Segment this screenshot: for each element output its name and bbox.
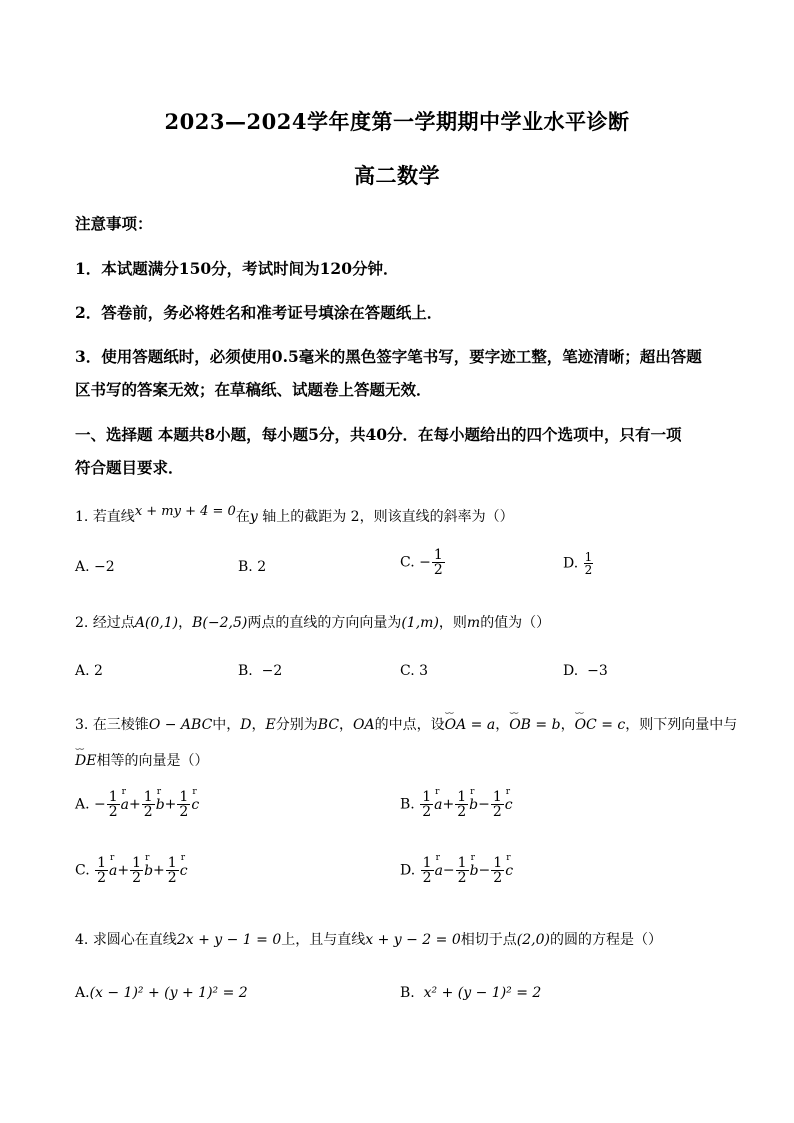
q3-eq-a: = a <box>466 717 496 733</box>
q3-text: ， <box>339 717 354 733</box>
q1-mid: 在 <box>235 509 250 525</box>
q3-post2: 相等的向量是（） <box>96 753 209 769</box>
q2-option-a <box>75 663 103 679</box>
q4-pre: 求圆心在直线 <box>92 932 177 948</box>
q1-equation: x + my + 4 = 0 <box>134 504 236 519</box>
q4-mid: 上，且与直线 <box>281 932 366 948</box>
q2-post: 的值为（） <box>480 615 551 631</box>
plus-sign: + <box>129 796 141 813</box>
numerator: 1 <box>143 789 153 805</box>
q1-option-b <box>238 559 266 575</box>
q1-pre: 若直线 <box>92 509 135 525</box>
option-label: D. <box>400 862 416 879</box>
q3-text: 分别为 <box>275 717 318 733</box>
q4-point: (2,0) <box>516 932 550 948</box>
option-label: D. <box>563 555 579 572</box>
vector-ob: ⌣⌣ OB <box>509 717 531 733</box>
numerator: 1 <box>179 789 189 805</box>
denominator: 2 <box>179 804 189 820</box>
note-item-2: 2．答卷前，务必将姓名和准考证号填涂在答题纸上． <box>75 303 443 322</box>
fraction <box>455 790 468 819</box>
question-3-cont <box>75 750 208 770</box>
q4-option-b <box>400 985 541 1001</box>
q2-direction-vector: (1,m) <box>401 615 439 631</box>
q1-post: 轴上的截距为 2，则该直线的斜率为（） <box>262 509 514 525</box>
option-value: 3 <box>419 663 429 679</box>
fraction <box>142 790 155 819</box>
q3-number: 3. <box>75 717 89 733</box>
q3-seg-bc: BC <box>317 717 340 733</box>
option-value: −2 <box>261 663 283 679</box>
q3-pre: 在三棱锥 <box>92 717 149 733</box>
q4-line-2: x + y − 2 = 0 <box>365 932 461 948</box>
vector-a: r a <box>109 863 117 879</box>
option-value: −2 <box>94 559 115 575</box>
fraction <box>456 856 469 885</box>
numerator: 1 <box>433 547 443 563</box>
denominator: 2 <box>493 870 503 886</box>
numerator: 1 <box>132 855 142 871</box>
question-3: 3. 在三棱锥O − ABC中，D，E分别为BC，OA的中点，设⌣⌣ OA = a，⌣⌣ OB = b，⌣⌣ OC = c，则下列向量中与 <box>75 714 737 734</box>
q3-text: ， <box>251 717 266 733</box>
q3-option-a <box>75 790 199 819</box>
vector-c: r c <box>180 863 188 879</box>
q2-mid: 两点的直线的方向向量为 <box>247 615 402 631</box>
q2-option-d <box>563 663 608 679</box>
q4-post: 的圆的方程是（） <box>549 932 662 948</box>
q2-pre: 经过点 <box>92 615 135 631</box>
fraction <box>421 856 434 885</box>
denominator: 2 <box>433 562 443 578</box>
option-value: 2 <box>257 559 267 575</box>
q2-point-b: B(−2,5) <box>192 615 248 631</box>
vector-a: r a <box>121 797 129 813</box>
fraction <box>95 856 108 885</box>
denominator: 2 <box>132 870 142 886</box>
option-label: C. <box>400 554 415 571</box>
q4-mid2: 相切于点 <box>460 932 517 948</box>
option-label: A. <box>75 559 90 575</box>
option-value: 2 <box>94 663 103 679</box>
option-label: B. <box>238 663 253 679</box>
fraction <box>491 790 504 819</box>
q3-eq-c: = c <box>596 717 626 733</box>
denominator: 2 <box>97 870 107 886</box>
note-item-3: 3．使用答题纸时，必须使用0.5毫米的黑色签字笔书写，要字迹工整，笔迹清晰；超出答题 <box>75 347 702 366</box>
option-label: B. <box>238 559 253 575</box>
vector-a: r a <box>435 863 443 879</box>
q3-point-e: E <box>265 717 276 733</box>
denominator: 2 <box>143 804 153 820</box>
q1-number: 1. <box>75 509 89 525</box>
plus-sign: + <box>153 862 165 879</box>
q2-option-c <box>400 663 428 679</box>
option-label: A. <box>75 796 90 813</box>
q4-number: 4. <box>75 932 89 948</box>
vector-b: r b <box>470 863 479 879</box>
option-label: C. <box>75 862 90 879</box>
option-label: A. <box>75 985 90 1001</box>
q3-option-b <box>400 790 513 819</box>
numerator: 1 <box>492 789 502 805</box>
denominator: 2 <box>584 563 593 577</box>
fraction <box>432 548 445 577</box>
vector-oc: ⌣⌣ OC <box>575 717 597 733</box>
section-heading: 一、选择题 本题共8小题，每小题5分，共40分．在每小题给出的四个选项中，只有一项 <box>75 425 682 444</box>
note-item-3-cont: 区书写的答案无效；在草稿纸、试题卷上答题无效． <box>75 380 432 399</box>
fraction <box>166 856 179 885</box>
fraction <box>420 790 433 819</box>
vector-a: r a <box>434 797 442 813</box>
numerator: 1 <box>97 855 107 871</box>
vector-c: r c <box>191 797 199 813</box>
q3-point-d: D <box>240 717 252 733</box>
vector-de: ⌣⌣ DE <box>75 753 96 769</box>
numerator: 1 <box>457 789 467 805</box>
numerator: 1 <box>422 789 432 805</box>
q3-option-c <box>75 856 188 885</box>
section-heading-cont: 符合题目要求． <box>75 458 184 477</box>
fraction <box>177 790 190 819</box>
q3-option-d <box>400 856 513 885</box>
option-value: (x − 1)² + (y + 1)² = 2 <box>89 985 248 1001</box>
exam-title: 2023—2024学年度第一学期期中学业水平诊断 <box>164 109 630 134</box>
fraction <box>584 551 594 576</box>
vector-b: r b <box>156 797 165 813</box>
denominator: 2 <box>422 804 432 820</box>
q2-sep: ， <box>178 615 193 631</box>
q1-var: y <box>249 509 258 525</box>
option-value: x² + (y − 1)² = 2 <box>423 985 542 1001</box>
fraction <box>107 790 120 819</box>
exam-subtitle: 高二数学 <box>354 163 440 188</box>
q3-post: ，则下列向量中与 <box>625 717 738 733</box>
q3-text: 的中点，设 <box>374 717 445 733</box>
plus-sign: + <box>164 796 177 813</box>
vector-b: r b <box>144 863 153 879</box>
option-label: B. <box>400 796 415 813</box>
minus-sign: − <box>419 554 431 571</box>
notes-heading: 注意事项： <box>75 214 153 233</box>
option-label: B. <box>400 985 415 1001</box>
q1-option-a <box>75 559 115 575</box>
option-label: A. <box>75 663 90 679</box>
q2-mid2: ，则 <box>438 615 467 631</box>
q2-option-b <box>238 663 282 679</box>
q4-option-a <box>75 985 248 1001</box>
numerator: 1 <box>422 855 432 871</box>
q4-line-1: 2x + y − 1 = 0 <box>176 932 282 948</box>
note-item-1: 1．本试题满分150分，考试时间为120分钟． <box>75 259 399 278</box>
denominator: 2 <box>492 804 502 820</box>
numerator: 1 <box>457 855 467 871</box>
q3-eq-b: = b <box>530 717 561 733</box>
question-2 <box>75 612 550 632</box>
numerator: 1 <box>108 789 118 805</box>
option-label: C. <box>400 663 415 679</box>
q1-option-c <box>400 548 446 577</box>
vector-c: r c <box>505 863 513 879</box>
vector-c: r c <box>505 797 513 813</box>
plus-sign: + <box>117 862 130 879</box>
q3-seg-oa: OA <box>353 717 375 733</box>
vector-b: r b <box>469 797 478 813</box>
vector-oa: ⌣⌣ OA <box>445 717 467 733</box>
minus-sign: − <box>94 796 106 813</box>
q2-var: m <box>466 615 481 631</box>
option-value: −3 <box>587 663 608 679</box>
option-label: D. <box>563 663 579 679</box>
fraction <box>130 856 143 885</box>
question-4 <box>75 929 662 949</box>
denominator: 2 <box>167 870 177 886</box>
q1-option-d <box>563 551 594 576</box>
q3-text: 中， <box>212 717 241 733</box>
denominator: 2 <box>108 804 118 820</box>
fraction <box>491 856 504 885</box>
q3-pyramid: O − ABC <box>148 717 213 733</box>
question-1 <box>75 506 514 526</box>
minus-sign: − <box>478 862 491 879</box>
numerator: 1 <box>493 855 503 871</box>
q2-point-a: A(0,1) <box>134 615 179 631</box>
denominator: 2 <box>457 804 467 820</box>
denominator: 2 <box>457 870 467 886</box>
minus-sign: − <box>478 796 490 813</box>
denominator: 2 <box>422 870 432 886</box>
numerator: 1 <box>167 855 177 871</box>
minus-sign: − <box>442 862 455 879</box>
q2-number: 2. <box>75 615 89 631</box>
plus-sign: + <box>442 796 455 813</box>
numerator: 1 <box>584 550 593 564</box>
